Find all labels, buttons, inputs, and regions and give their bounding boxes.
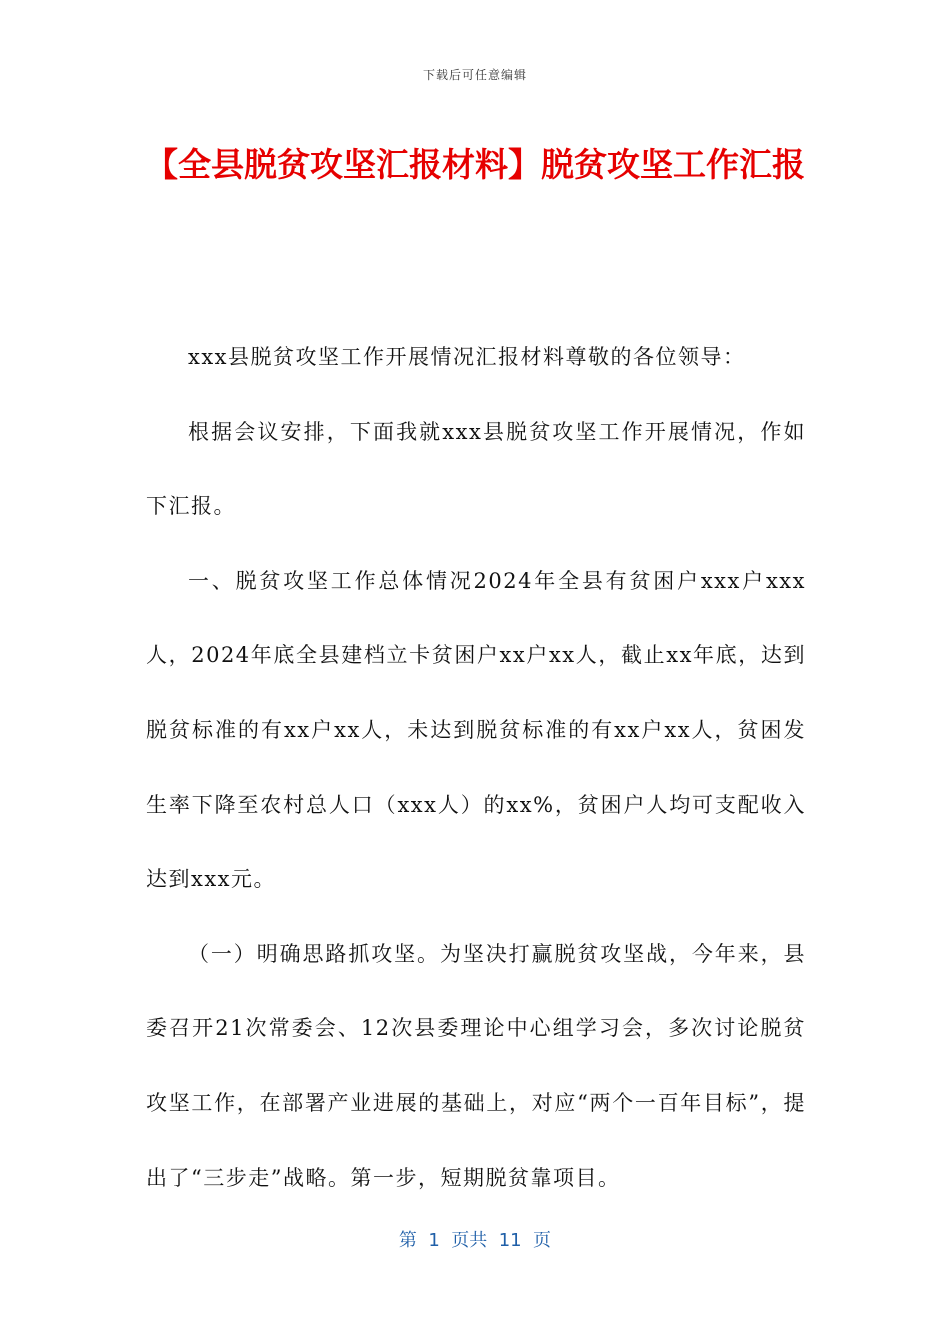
- page-footer: 第 1 页共 11 页: [398, 1230, 552, 1251]
- paragraph-strategy: （一）明确思路抓攻坚。为坚决打赢脱贫攻坚战，今年来，县委召开21次常委会、12次县委理论中心组学习会，多次讨论脱贫攻坚工作，在部署产业进展的基础上，对应“两个一百年目标”，提出了“三步走”战略。第一步，短期脱贫靠项目。: [146, 941, 806, 1190]
- paragraph-overview: 一、脱贫攻坚工作总体情况2024年全县有贫困户xxx户xxx人，2024年底全县建档立卡贫困户xx户xx人，截止xx年底，达到脱贫标准的有xx户xx人，未达到脱贫标准的有xx户xx人，贫困发生率下降至农村总人口（xxx人）的xx%，贫困户人均可支配收入达到xxx元。: [146, 568, 806, 892]
- document-body: [146, 320, 806, 1215]
- header-note: 下载后可任意编辑: [422, 68, 527, 82]
- paragraph-intro: 根据会议安排，下面我就xxx县脱贫攻坚工作开展情况，作如下汇报。: [146, 419, 806, 519]
- paragraph-salutation: xxx县脱贫攻坚工作开展情况汇报材料尊敬的各位领导：: [188, 345, 746, 369]
- document-title: 【全县脱贫攻坚汇报材料】脱贫攻坚工作汇报: [145, 145, 805, 184]
